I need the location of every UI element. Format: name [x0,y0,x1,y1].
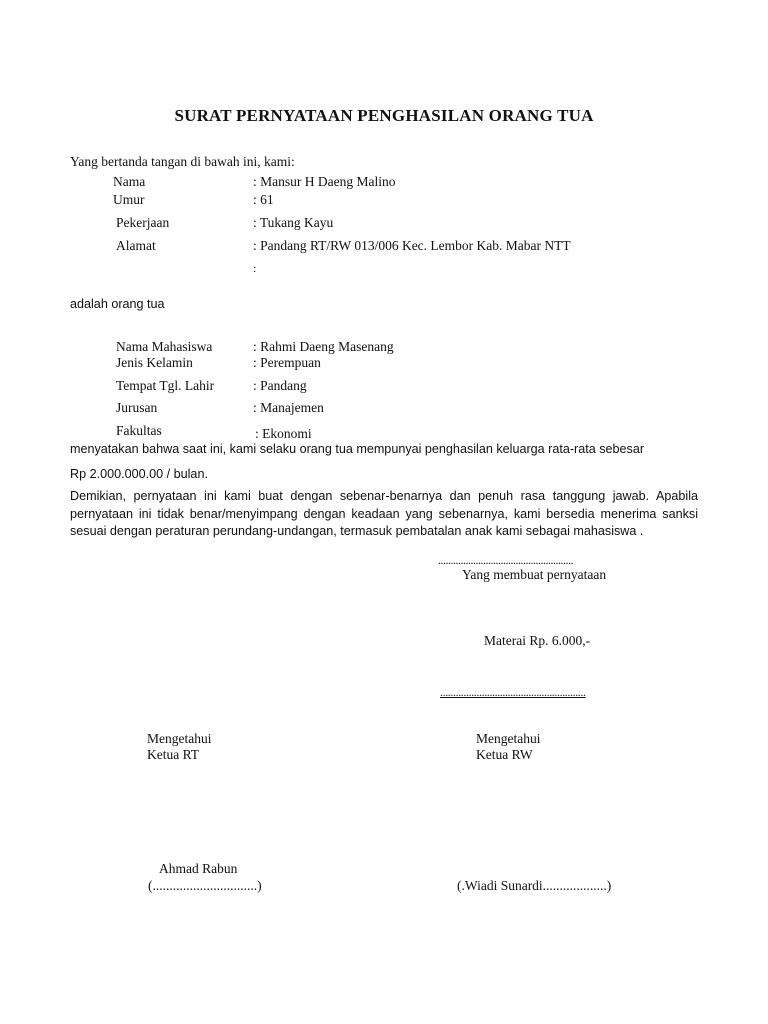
rt-name: Ahmad Rabun [159,861,238,876]
maker-signature-line: ........................................................ [440,685,586,699]
parent-name-label: Nama [113,174,146,189]
rt-know-label: Mengetahui [147,731,212,746]
adalah-text: adalah orang tua [70,297,165,311]
parent-age-value: : 61 [253,192,274,207]
rw-know-label: Mengetahui [476,731,541,746]
document-title: SURAT PERNYATAAN PENGHASILAN ORANG TUA [174,106,594,125]
extra-colon: : [253,261,257,275]
student-major-value: : Manajemen [253,400,324,415]
parent-age-label: Umur [113,192,145,207]
income-text: Rp 2.000.000.00 / bulan. [70,467,208,481]
intro-text: Yang bertanda tangan di bawah ini, kami: [70,154,295,169]
statement-text: menyatakan bahwa saat ini, kami selaku orang tua mempunyai penghasilan keluarga rata-rata sebesar [70,442,645,456]
parent-name-value: : Mansur H Daeng Malino [253,174,396,189]
student-major-label: Jurusan [116,400,158,415]
student-faculty-label: Fakultas [116,423,162,438]
parent-address-label: Alamat [116,238,156,253]
materai-text: Materai Rp. 6.000,- [484,633,591,648]
rw-role-label: Ketua RW [476,747,533,762]
place-date-dots: ...................................................... [438,553,573,567]
student-birth-label: Tempat Tgl. Lahir [116,378,215,393]
maker-label: Yang membuat pernyataan [462,567,607,582]
student-gender-value: : Perempuan [253,355,321,370]
student-faculty-value: : Ekonomi [255,426,312,441]
student-gender-label: Jenis Kelamin [116,355,193,370]
student-name-label: Nama Mahasiswa [116,339,213,354]
parent-job-label: Pekerjaan [116,215,170,230]
rt-role-label: Ketua RT [147,747,200,762]
student-name-value: : Rahmi Daeng Masenang [253,339,394,354]
parent-address-value: : Pandang RT/RW 013/006 Kec. Lembor Kab. Mabar NTT [253,238,571,253]
parent-job-value: : Tukang Kayu [253,215,334,230]
closing-paragraph: Demikian, pernyataan ini kami buat dengan sebenar-benarnya dan penuh rasa tanggung jawab. Apabila pernyataan ini tidak benar/menyimpang dengan keadaan yang sebenarnya, kami bersedia menerima sanksi sesuai dengan peraturan perundang-undangan, termasuk pembatalan anak kami sebagai mahasiswa . [70,489,698,538]
rt-signature-dots: (...............................) [148,878,262,893]
rw-name-dots: (.Wiadi Sunardi...................) [457,878,612,893]
student-birth-value: : Pandang [253,378,307,393]
